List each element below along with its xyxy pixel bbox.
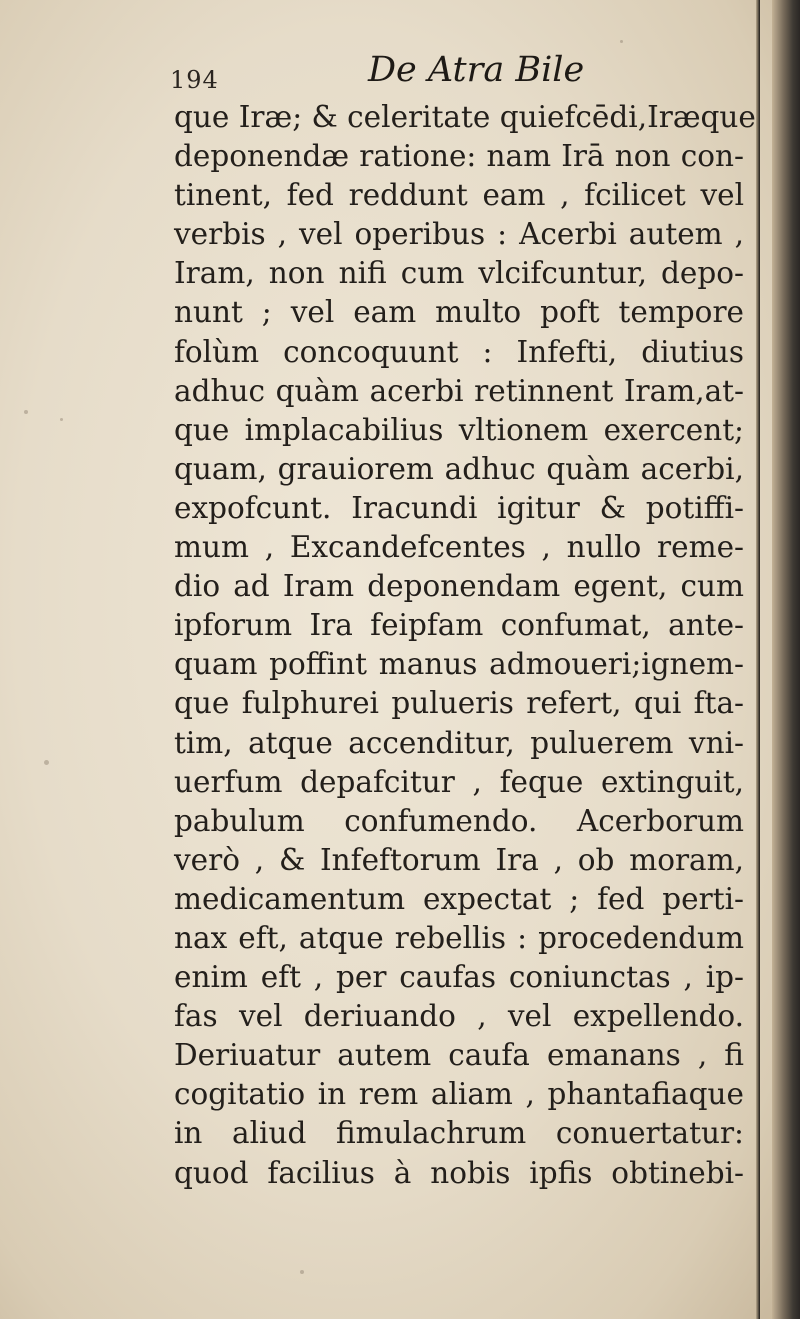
text-line: que fulphurei pulueris refert, qui fta- — [174, 686, 744, 721]
page-number: 194 — [170, 66, 219, 94]
text-line: quam, grauiorem adhuc quàm acerbi, — [174, 451, 744, 486]
text-line: adhuc quàm acerbi retinnent Iram,at- — [174, 373, 744, 408]
text-line: quam poffint manus admoueri;ignem- — [174, 647, 744, 682]
text-line: Deriuatur autem caufa emanans , fi — [174, 1038, 744, 1073]
text-line: in aliud fimulachrum conuertatur: — [174, 1116, 744, 1151]
paper-speck — [24, 410, 28, 414]
text-line: nax eft, atque rebellis : procedendum — [174, 920, 744, 955]
paper-speck — [300, 1270, 304, 1274]
paper-speck — [60, 418, 63, 421]
text-line: cogitatio in rem aliam , phantafiaque — [174, 1077, 744, 1112]
text-line: uerfum depafcitur , feque extinguit, — [174, 764, 744, 799]
text-line: enim eft , per caufas coniunctas , ip- — [174, 960, 744, 995]
text-line: fas vel deriuando , vel expellendo. — [174, 999, 744, 1034]
text-line: deponendæ ratione: nam Irā non con- — [174, 139, 744, 174]
paper-speck — [44, 760, 49, 765]
text-line: tinent, fed reddunt eam , fcilicet vel — [174, 178, 744, 213]
text-line: expofcunt. Iracundi igitur & potiffi- — [174, 490, 744, 525]
text-line: ipforum Ira feipfam confumat, ante- — [174, 608, 744, 643]
text-line: tim, atque accenditur, puluerem vni- — [174, 725, 744, 760]
text-line: folùm concoquunt : Infefti, diutius — [174, 334, 744, 369]
text-line: verò , & Infeftorum Ira , ob moram, — [174, 842, 744, 877]
text-line: nunt ; vel eam multo poft tempore — [174, 295, 744, 330]
text-line: pabulum confumendo. Acerborum — [174, 803, 744, 838]
paper-speck — [620, 40, 623, 43]
text-line: quod facilius à nobis ipfis obtinebi- — [174, 1155, 744, 1190]
page-header — [170, 48, 730, 96]
body-text — [174, 98, 756, 1193]
text-line: que implacabilius vltionem exercent; — [174, 412, 744, 447]
text-line: que Iræ; & celeritate quiefcēdi,Iræque — [174, 100, 756, 134]
book-gutter — [772, 0, 800, 1319]
running-title: De Atra Bile — [368, 50, 585, 90]
text-line: verbis , vel operibus : Acerbi autem , — [174, 217, 744, 252]
text-line: mum , Excandefcentes , nullo reme- — [174, 530, 744, 565]
binding-edge — [756, 0, 760, 1319]
text-line: dio ad Iram deponendam egent, cum — [174, 569, 744, 604]
text-line: medicamentum expectat ; fed perti- — [174, 881, 744, 916]
text-line: Iram, non nifi cum vlcifcuntur, depo- — [174, 256, 744, 291]
